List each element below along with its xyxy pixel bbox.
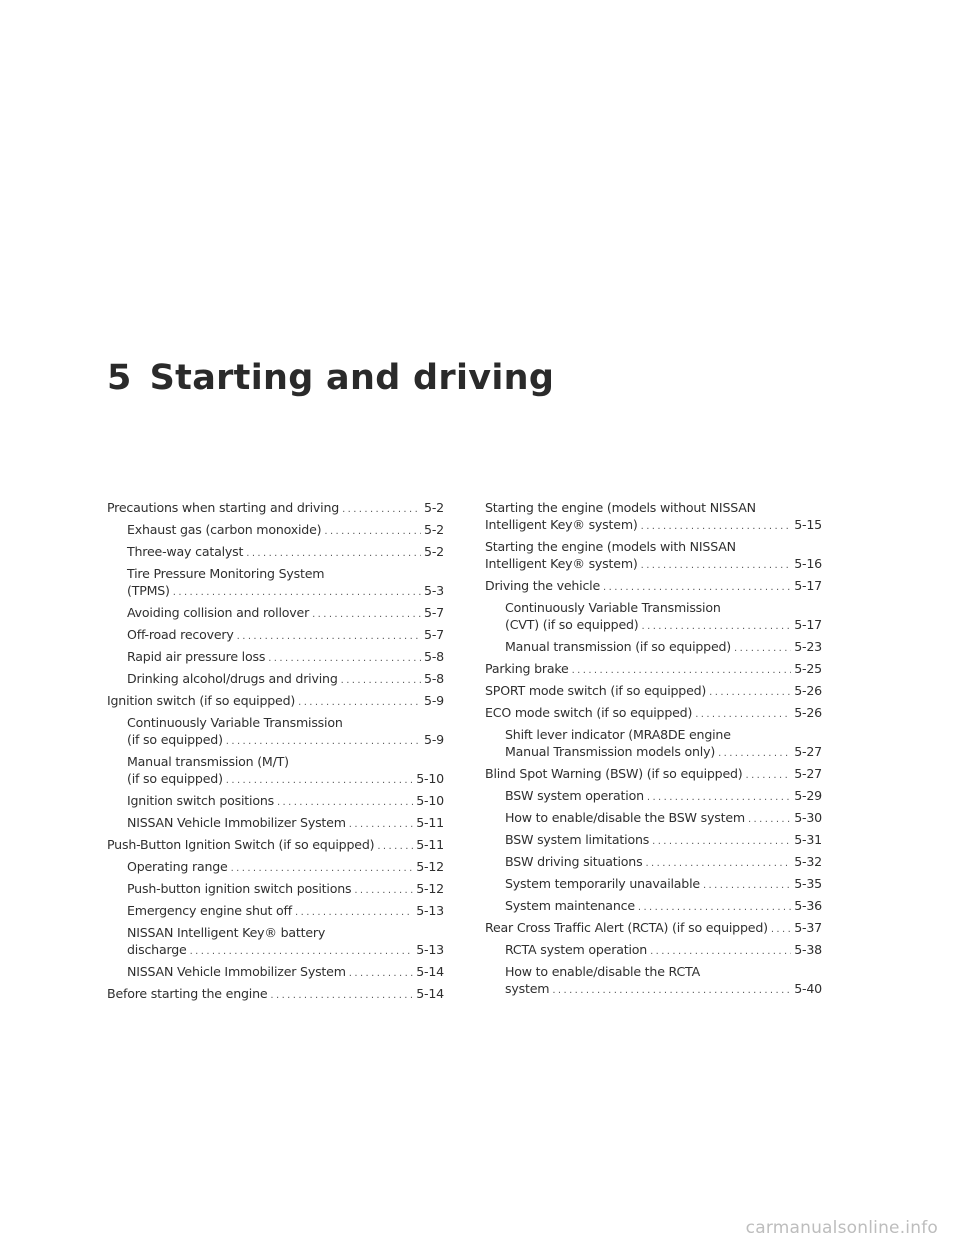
- toc-page-number: 5-2: [424, 522, 444, 537]
- toc-page-number: 5-11: [416, 837, 444, 852]
- toc-entry-text: Blind Spot Warning (BSW) (if so equipped): [485, 766, 743, 781]
- toc-entry[interactable]: [485, 941, 822, 960]
- toc-entry[interactable]: [107, 880, 444, 899]
- dot-leader: [341, 672, 421, 689]
- dot-leader: [246, 545, 421, 562]
- toc-entry[interactable]: [107, 521, 444, 540]
- toc-entry[interactable]: [485, 963, 822, 999]
- chapter-title-text: Starting and driving: [149, 358, 555, 398]
- toc-entry[interactable]: [107, 692, 444, 711]
- toc-entry-text: Parking brake: [485, 661, 569, 676]
- toc-entry-text: system: [505, 981, 550, 996]
- toc-page-number: 5-7: [424, 605, 444, 620]
- toc-left-column: [107, 499, 444, 1007]
- toc-page-number: 5-8: [424, 649, 444, 664]
- toc-entry-text-line1: NISSAN Intelligent Key® battery: [127, 925, 326, 940]
- toc-entry-text-line1: Shift lever indicator (MRA8DE engine: [505, 727, 731, 742]
- toc-page-number: 5-16: [794, 556, 822, 571]
- toc-entry-text: SPORT mode switch (if so equipped): [485, 683, 707, 698]
- toc-entry-text-line1: How to enable/disable the RCTA: [505, 964, 700, 979]
- toc-entry[interactable]: [485, 875, 822, 894]
- toc-entry-text: (if so equipped): [127, 732, 223, 747]
- dot-leader: [603, 579, 791, 596]
- toc-entry-text: Ignition switch positions: [127, 793, 274, 808]
- toc-entry-text: (CVT) (if so equipped): [505, 617, 639, 632]
- toc-entry-text: BSW system limitations: [505, 832, 650, 847]
- toc-entry-text: Intelligent Key® system): [485, 517, 638, 532]
- dot-leader: [641, 518, 792, 535]
- dot-leader: [746, 767, 792, 784]
- dot-leader: [268, 650, 421, 667]
- dot-leader: [298, 694, 421, 711]
- toc-entry-text: Avoiding collision and rollover: [127, 605, 310, 620]
- dot-leader: [572, 662, 792, 679]
- toc-entry-text: Off-road recovery: [127, 627, 234, 642]
- toc-entry-text: System maintenance: [505, 898, 635, 913]
- toc-page-number: 5-10: [416, 793, 444, 808]
- dot-leader: [190, 943, 414, 960]
- toc-page-number: 5-2: [424, 500, 444, 515]
- toc-entry[interactable]: [107, 985, 444, 1004]
- toc-entry[interactable]: [485, 577, 822, 596]
- toc-entry-text: Three-way catalyst: [127, 544, 244, 559]
- toc-entry-text: BSW system operation: [505, 788, 644, 803]
- toc-page-number: 5-23: [794, 639, 822, 654]
- toc-entry-text-line1: Starting the engine (models with NISSAN: [485, 539, 736, 554]
- toc-page-number: 5-26: [794, 683, 822, 698]
- toc-entry[interactable]: [107, 858, 444, 877]
- toc-entry-text-line1: Manual transmission (M/T): [127, 754, 289, 769]
- dot-leader: [312, 606, 421, 623]
- dot-leader: [641, 557, 792, 574]
- toc-page-number: 5-36: [794, 898, 822, 913]
- toc-entry-text: Emergency engine shut off: [127, 903, 293, 918]
- toc-entry[interactable]: [485, 726, 822, 762]
- toc-page-number: 5-11: [416, 815, 444, 830]
- toc-entry-text: (TPMS): [127, 583, 170, 598]
- toc-page-number: 5-29: [794, 788, 822, 803]
- toc-entry-text: Precautions when starting and driving: [107, 500, 340, 515]
- toc-entry-text: Push-Button Ignition Switch (if so equipped): [107, 837, 375, 852]
- toc-page-number: 5-8: [424, 671, 444, 686]
- dot-leader: [354, 882, 413, 899]
- dot-leader: [734, 640, 791, 657]
- toc-entry[interactable]: [485, 765, 822, 784]
- toc-entry-text: Exhaust gas (carbon monoxide): [127, 522, 322, 537]
- dot-leader: [173, 584, 421, 601]
- toc-page-number: 5-2: [424, 544, 444, 559]
- dot-leader: [695, 706, 791, 723]
- dot-leader: [377, 838, 413, 855]
- toc-page-number: 5-17: [794, 617, 822, 632]
- toc-page-number: 5-9: [424, 693, 444, 708]
- toc-entry[interactable]: [485, 599, 822, 635]
- toc-entry-text: Driving the vehicle: [485, 578, 601, 593]
- toc-page-number: 5-17: [794, 578, 822, 593]
- toc-entry[interactable]: [485, 499, 822, 535]
- toc-entry[interactable]: [485, 538, 822, 574]
- toc-page-number: 5-40: [794, 981, 822, 996]
- dot-leader: [638, 899, 791, 916]
- toc-page-number: 5-37: [794, 920, 822, 935]
- dot-leader: [231, 860, 414, 877]
- chapter-title: [107, 358, 554, 398]
- toc-page-number: 5-13: [416, 942, 444, 957]
- toc-entry[interactable]: [107, 792, 444, 811]
- toc-entry[interactable]: [107, 814, 444, 833]
- toc-entry-text: System temporarily unavailable: [505, 876, 700, 891]
- toc-entry[interactable]: [107, 924, 444, 960]
- toc-entry[interactable]: [107, 626, 444, 645]
- toc-entry[interactable]: [107, 499, 444, 518]
- toc-entry[interactable]: [107, 565, 444, 601]
- toc-page-number: 5-12: [416, 859, 444, 874]
- dot-leader: [324, 523, 421, 540]
- toc-page-number: 5-14: [416, 964, 444, 979]
- toc-page-number: 5-14: [416, 986, 444, 1001]
- dot-leader: [277, 794, 413, 811]
- toc-entry-text: RCTA system operation: [505, 942, 648, 957]
- toc-entry-text: ECO mode switch (if so equipped): [485, 705, 693, 720]
- toc-page-number: 5-26: [794, 705, 822, 720]
- toc-page-number: 5-13: [416, 903, 444, 918]
- toc-entry[interactable]: [485, 638, 822, 657]
- dot-leader: [748, 811, 791, 828]
- toc-entry[interactable]: [485, 809, 822, 828]
- toc-entry[interactable]: [107, 714, 444, 750]
- dot-leader: [771, 921, 791, 938]
- toc-entry-text: discharge: [127, 942, 187, 957]
- toc-entry-text-line1: Starting the engine (models without NISSAN: [485, 500, 756, 515]
- toc-entry-text: How to enable/disable the BSW system: [505, 810, 745, 825]
- dot-leader: [226, 733, 421, 750]
- toc-page-number: 5-7: [424, 627, 444, 642]
- toc-entry-text: Manual transmission (if so equipped): [505, 639, 732, 654]
- toc-entry-text: Intelligent Key® system): [485, 556, 638, 571]
- toc-page-number: 5-9: [424, 732, 444, 747]
- toc-entry-text: Push-button ignition switch positions: [127, 881, 352, 896]
- toc-entry-text: Rear Cross Traffic Alert (RCTA) (if so equipped): [485, 920, 768, 935]
- toc-right-column: [485, 499, 822, 1002]
- toc-page-number: 5-10: [416, 771, 444, 786]
- toc-entry-text: NISSAN Vehicle Immobilizer System: [127, 815, 346, 830]
- dot-leader: [349, 816, 413, 833]
- toc-entry[interactable]: [107, 753, 444, 789]
- dot-leader: [342, 501, 421, 518]
- toc-entry[interactable]: [485, 853, 822, 872]
- toc-page-number: 5-30: [794, 810, 822, 825]
- dot-leader: [349, 965, 413, 982]
- toc-entry[interactable]: [485, 682, 822, 701]
- toc-page-number: 5-32: [794, 854, 822, 869]
- toc-entry[interactable]: [107, 670, 444, 689]
- toc-entry-text: BSW driving situations: [505, 854, 643, 869]
- toc-page-number: 5-12: [416, 881, 444, 896]
- toc-entry[interactable]: [485, 897, 822, 916]
- toc-entry[interactable]: [485, 787, 822, 806]
- toc-entry-text-line1: Continuously Variable Transmission: [505, 600, 721, 615]
- toc-entry-text: Operating range: [127, 859, 228, 874]
- toc-entry-text: Drinking alcohol/drugs and driving: [127, 671, 338, 686]
- toc-page-number: 5-27: [794, 744, 822, 759]
- toc-page-number: 5-35: [794, 876, 822, 891]
- dot-leader: [226, 772, 413, 789]
- dot-leader: [645, 855, 791, 872]
- toc-page-number: 5-38: [794, 942, 822, 957]
- toc-entry[interactable]: [107, 963, 444, 982]
- dot-leader: [703, 877, 791, 894]
- toc-entry-text: Ignition switch (if so equipped): [107, 693, 296, 708]
- toc-entry-text: Manual Transmission models only): [505, 744, 716, 759]
- toc-entry-text-line1: Tire Pressure Monitoring System: [127, 566, 325, 581]
- toc-page-number: 5-31: [794, 832, 822, 847]
- chapter-number: 5: [107, 358, 132, 398]
- dot-leader: [552, 982, 791, 999]
- dot-leader: [642, 618, 792, 635]
- toc-entry[interactable]: [485, 660, 822, 679]
- toc-entry[interactable]: [107, 902, 444, 921]
- toc-entry[interactable]: [107, 543, 444, 562]
- dot-leader: [647, 789, 791, 806]
- dot-leader: [295, 904, 413, 921]
- dot-leader: [718, 745, 791, 762]
- toc-entry[interactable]: [107, 648, 444, 667]
- toc-entry[interactable]: [485, 831, 822, 850]
- toc-entry[interactable]: [485, 704, 822, 723]
- watermark: carmanualsonline.info: [745, 1218, 938, 1238]
- toc-page-number: 5-3: [424, 583, 444, 598]
- dot-leader: [270, 987, 413, 1004]
- toc-page-number: 5-25: [794, 661, 822, 676]
- toc-entry[interactable]: [107, 836, 444, 855]
- toc-entry-text: Before starting the engine: [107, 986, 268, 1001]
- dot-leader: [650, 943, 791, 960]
- toc-entry-text-line1: Continuously Variable Transmission: [127, 715, 343, 730]
- toc-entry[interactable]: [485, 919, 822, 938]
- toc-page-number: 5-15: [794, 517, 822, 532]
- toc-entry-text: NISSAN Vehicle Immobilizer System: [127, 964, 346, 979]
- toc-entry[interactable]: [107, 604, 444, 623]
- toc-page-number: 5-27: [794, 766, 822, 781]
- toc-entry-text: (if so equipped): [127, 771, 223, 786]
- dot-leader: [652, 833, 791, 850]
- dot-leader: [237, 628, 421, 645]
- toc-entry-text: Rapid air pressure loss: [127, 649, 266, 664]
- dot-leader: [709, 684, 791, 701]
